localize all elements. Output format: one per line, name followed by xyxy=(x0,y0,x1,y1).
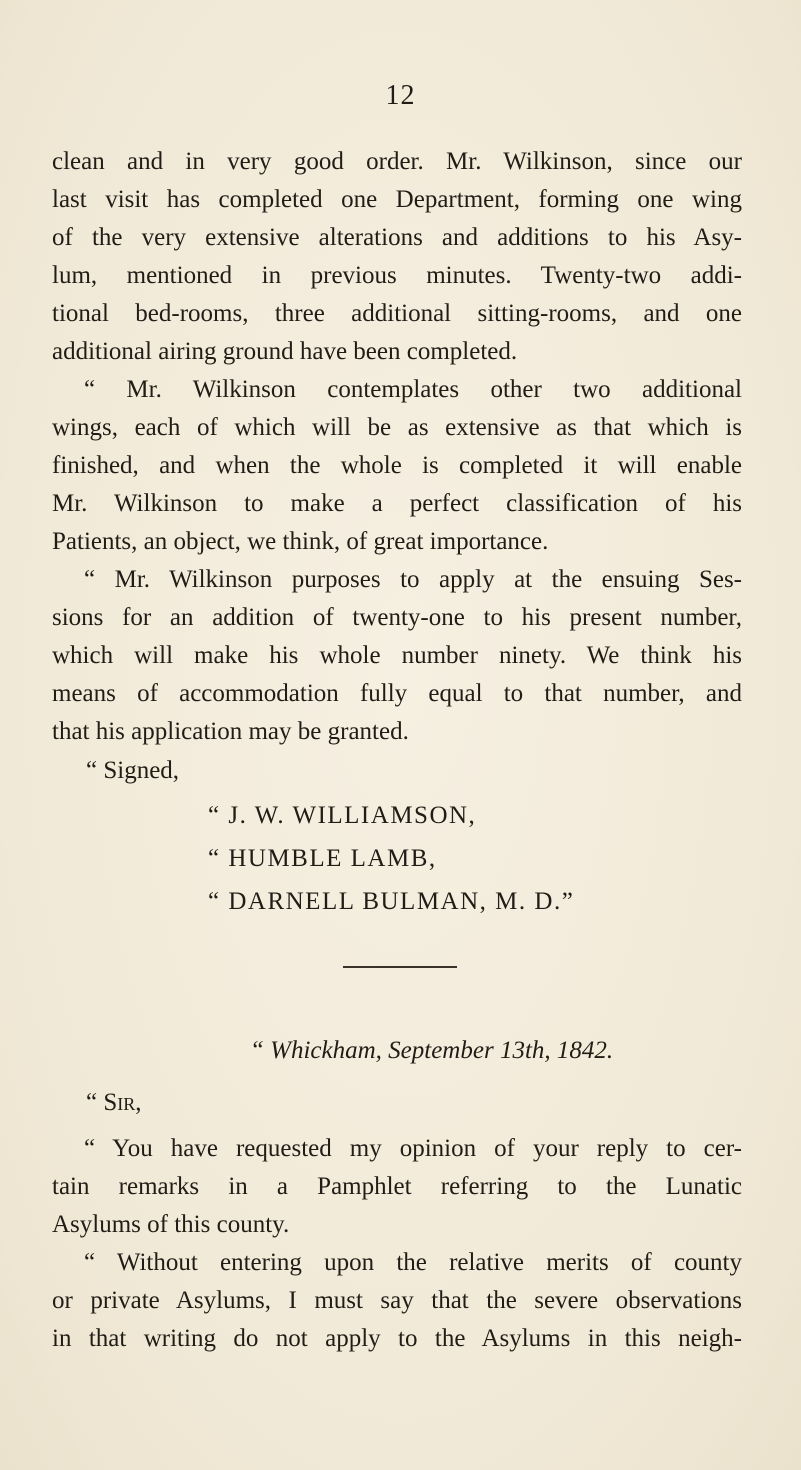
text-line: additional airing ground have been completed. xyxy=(52,338,518,365)
text-line: Asylums of this county. xyxy=(52,1211,290,1238)
text-line: finished, and when the whole is completed it will enable xyxy=(52,452,742,479)
letter-paragraph-observations xyxy=(52,1244,742,1358)
signatory-lamb: “ HUMBLE LAMB, xyxy=(208,845,437,872)
text-line: “ Without entering upon the relative merits of county xyxy=(84,1249,742,1276)
text-line: that his application may be granted. xyxy=(52,718,409,745)
text-line: last visit has completed one Department, forming one wing xyxy=(52,186,742,213)
page-number: 12 xyxy=(385,80,416,111)
letter-salutation: “ Sir, xyxy=(86,1089,142,1116)
signed-label: “ Signed, xyxy=(86,757,180,784)
section-divider xyxy=(343,966,457,968)
paragraph-wilkinson-alterations xyxy=(52,143,742,371)
text-line: Mr. Wilkinson to make a perfect classification of his xyxy=(52,490,742,517)
text-line: tain remarks in a Pamphlet referring to the Lunatic xyxy=(52,1173,742,1200)
text-line: sions for an addition of twenty-one to his present number, xyxy=(52,604,742,631)
text-line: “ Mr. Wilkinson contemplates other two additional xyxy=(84,376,742,403)
text-line: “ Mr. Wilkinson purposes to apply at the ensuing Ses- xyxy=(84,566,742,593)
letter-dateline: “ Whickham, September 13th, 1842. xyxy=(250,1037,614,1064)
signatory-bulman: “ DARNELL BULMAN, M. D.” xyxy=(208,888,575,915)
text-line: which will make his whole number ninety. We think his xyxy=(52,642,742,669)
text-line: clean and in very good order. Mr. Wilkinson, since our xyxy=(52,148,742,175)
text-line: means of accommodation fully equal to that number, and xyxy=(52,680,742,707)
text-line: lum, mentioned in previous minutes. Twenty-two addi- xyxy=(52,262,742,289)
paragraph-additional-wings xyxy=(52,371,742,561)
text-line: “ You have requested my opinion of your reply to cer- xyxy=(84,1135,742,1162)
text-line: tional bed-rooms, three additional sitting-rooms, and one xyxy=(52,300,742,327)
text-line: or private Asylums, I must say that the severe observations xyxy=(52,1287,742,1314)
text-line: Patients, an object, we think, of great importance. xyxy=(52,528,549,555)
text-line: in that writing do not apply to the Asylums in this neigh- xyxy=(52,1325,742,1352)
text-line: wings, each of which will be as extensive as that which is xyxy=(52,414,742,441)
text-line: of the very extensive alterations and additions to his Asy- xyxy=(52,224,742,251)
signatory-williamson: “ J. W. WILLIAMSON, xyxy=(208,802,477,829)
paragraph-sessions-application xyxy=(52,561,742,751)
letter-paragraph-request xyxy=(52,1130,742,1244)
